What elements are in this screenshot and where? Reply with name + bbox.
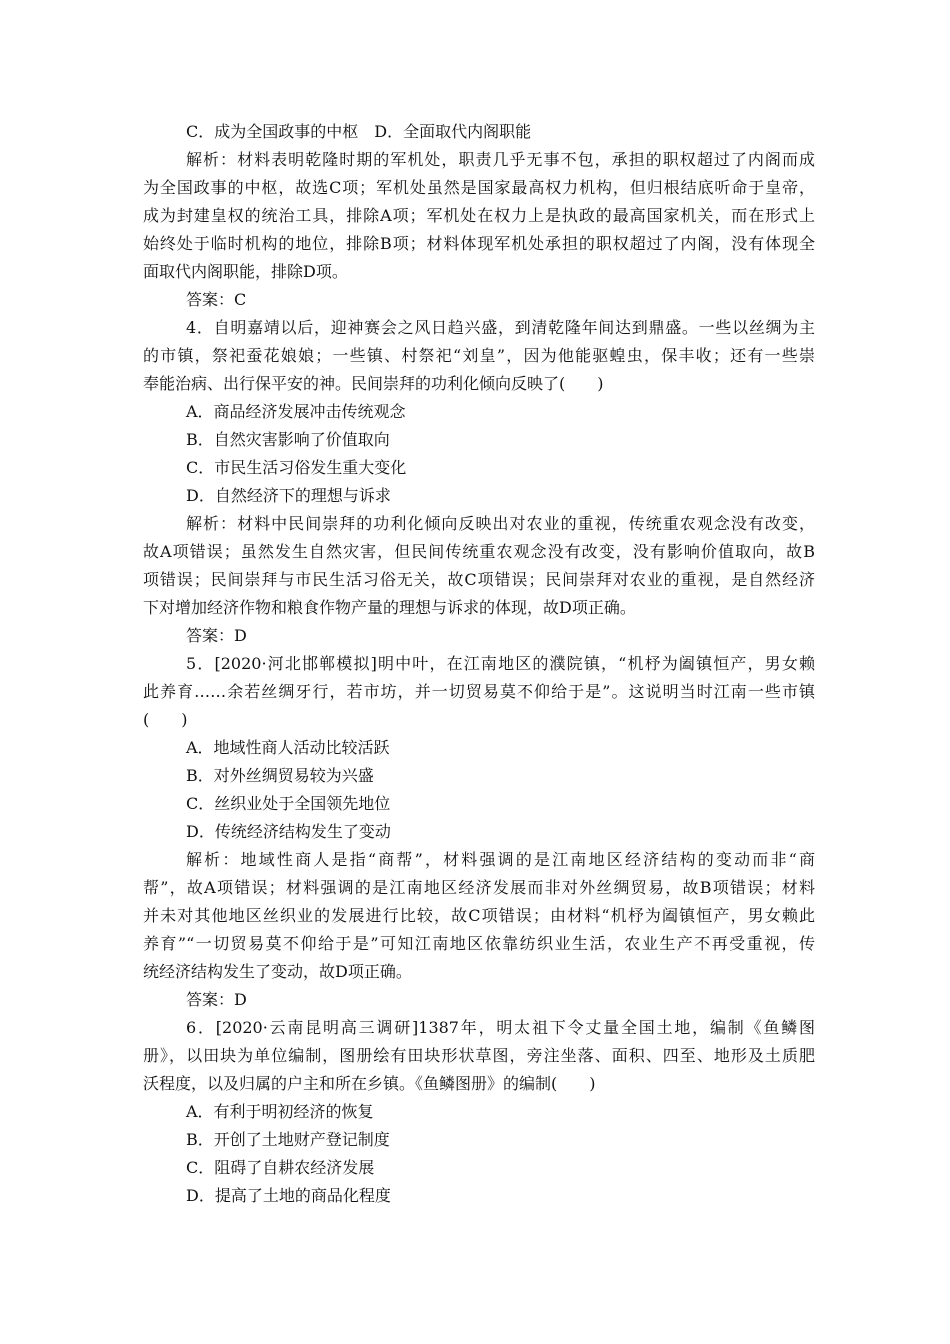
- q4-answer: 答案：D: [186, 626, 247, 645]
- q6-option-c: C．阻碍了自耕农经济发展: [186, 1158, 375, 1177]
- q5-option-d: D．传统经济结构发生了变动: [186, 822, 391, 841]
- q6-stem-line: 6．[2020·云南昆明高三调研]1387年，明太祖下令丈量全国土地，编制《鱼鳞图: [186, 1018, 815, 1037]
- document-body: [143, 118, 815, 1210]
- q3-analysis-line: 为全国政事的中枢，故选C项；军机处虽然是国家最高权力机构，但归根结底听命于皇帝，: [143, 178, 815, 197]
- q5-analysis-line: 并未对其他地区丝织业的发展进行比较，故C项错误；由材料“机杼为阖镇恒产，男女赖此: [143, 906, 815, 925]
- q4-option-d: D．自然经济下的理想与诉求: [186, 486, 391, 505]
- q4-analysis-line: 下对增加经济作物和粮食作物产量的理想与诉求的体现，故D项正确。: [143, 598, 636, 617]
- q6-option-a: A．有利于明初经济的恢复: [186, 1102, 374, 1121]
- q4-option-b: B．自然灾害影响了价值取向: [186, 430, 390, 449]
- q3-analysis-line: 始终处于临时机构的地位，排除B项；材料体现军机处承担的职权超过了内阁，没有体现全: [143, 234, 815, 253]
- q6-option-b: B．开创了土地财产登记制度: [186, 1130, 390, 1149]
- q5-analysis-line: 解析：地域性商人是指“商帮”，材料强调的是江南地区经济结构的变动而非“商: [186, 850, 815, 869]
- q4-stem-line: 的市镇，祭祀蚕花娘娘；一些镇、村祭祀“刘皇”，因为他能驱蝗虫，保丰收；还有一些崇: [143, 346, 815, 365]
- q3-answer: 答案：C: [186, 290, 247, 309]
- q5-option-a: A．地域性商人活动比较活跃: [186, 738, 390, 757]
- q4-analysis-line: 解析：材料中民间崇拜的功利化倾向反映出对农业的重视，传统重农观念没有改变，: [186, 514, 815, 533]
- q3-analysis-line: 成为封建皇权的统治工具，排除A项；军机处在权力上是执政的最高国家机关，而在形式上: [143, 206, 815, 225]
- q4-analysis-line: 项错误；民间崇拜与市民生活习俗无关，故C项错误；民间崇拜对农业的重视，是自然经济: [143, 570, 815, 589]
- q5-option-c: C．丝织业处于全国领先地位: [186, 794, 391, 813]
- q3-analysis-line: 解析：材料表明乾隆时期的军机处，职责几乎无事不包，承担的职权超过了内阁而成: [186, 150, 815, 169]
- q5-analysis-line: 养育”“一切贸易莫不仰给于是”可知江南地区依靠纺织业生活，农业生产不再受重视，传: [143, 934, 815, 953]
- q4-stem-line: 4．自明嘉靖以后，迎神赛会之风日趋兴盛，到清乾隆年间达到鼎盛。一些以丝绸为主: [186, 318, 815, 337]
- q3-analysis-line: 面取代内阁职能，排除D项。: [143, 262, 348, 281]
- q6-stem-line: 册》，以田块为单位编制，图册绘有田块形状草图，旁注坐落、面积、四至、地形及土质肥: [143, 1046, 815, 1065]
- q6-stem-line: 沃程度，以及归属的户主和所在乡镇。《鱼鳞图册》的编制( ): [143, 1074, 596, 1093]
- q5-option-b: B．对外丝绸贸易较为兴盛: [186, 766, 374, 785]
- q5-stem-line: ( ): [143, 710, 188, 729]
- q5-analysis-line: 帮”，故A项错误；材料强调的是江南地区经济发展而非对外丝绸贸易，故B项错误；材料: [143, 878, 815, 897]
- q4-analysis-line: 故A项错误；虽然发生自然灾害，但民间传统重农观念没有改变，没有影响价值取向，故B: [143, 542, 815, 561]
- q5-analysis-line: 统经济结构发生了变动，故D项正确。: [143, 962, 412, 981]
- q3-options-cd: C．成为全国政事的中枢 D．全面取代内阁职能: [186, 122, 532, 141]
- q4-stem-line: 奉能治病、出行保平安的神。民间崇拜的功利化倾向反映了( ): [143, 374, 604, 393]
- q5-stem-line: 此养育……余若丝绸牙行，若市坊，并一切贸易莫不仰给于是”。这说明当时江南一些市镇: [143, 682, 815, 701]
- q5-answer: 答案：D: [186, 990, 247, 1009]
- q4-option-a: A．商品经济发展冲击传统观念: [186, 402, 406, 421]
- q5-stem-line: 5．[2020·河北邯郸模拟]明中叶，在江南地区的濮院镇，“机杼为阖镇恒产，男女赖: [186, 654, 815, 673]
- q4-option-c: C．市民生活习俗发生重大变化: [186, 458, 407, 477]
- q6-option-d: D．提高了土地的商品化程度: [186, 1186, 391, 1205]
